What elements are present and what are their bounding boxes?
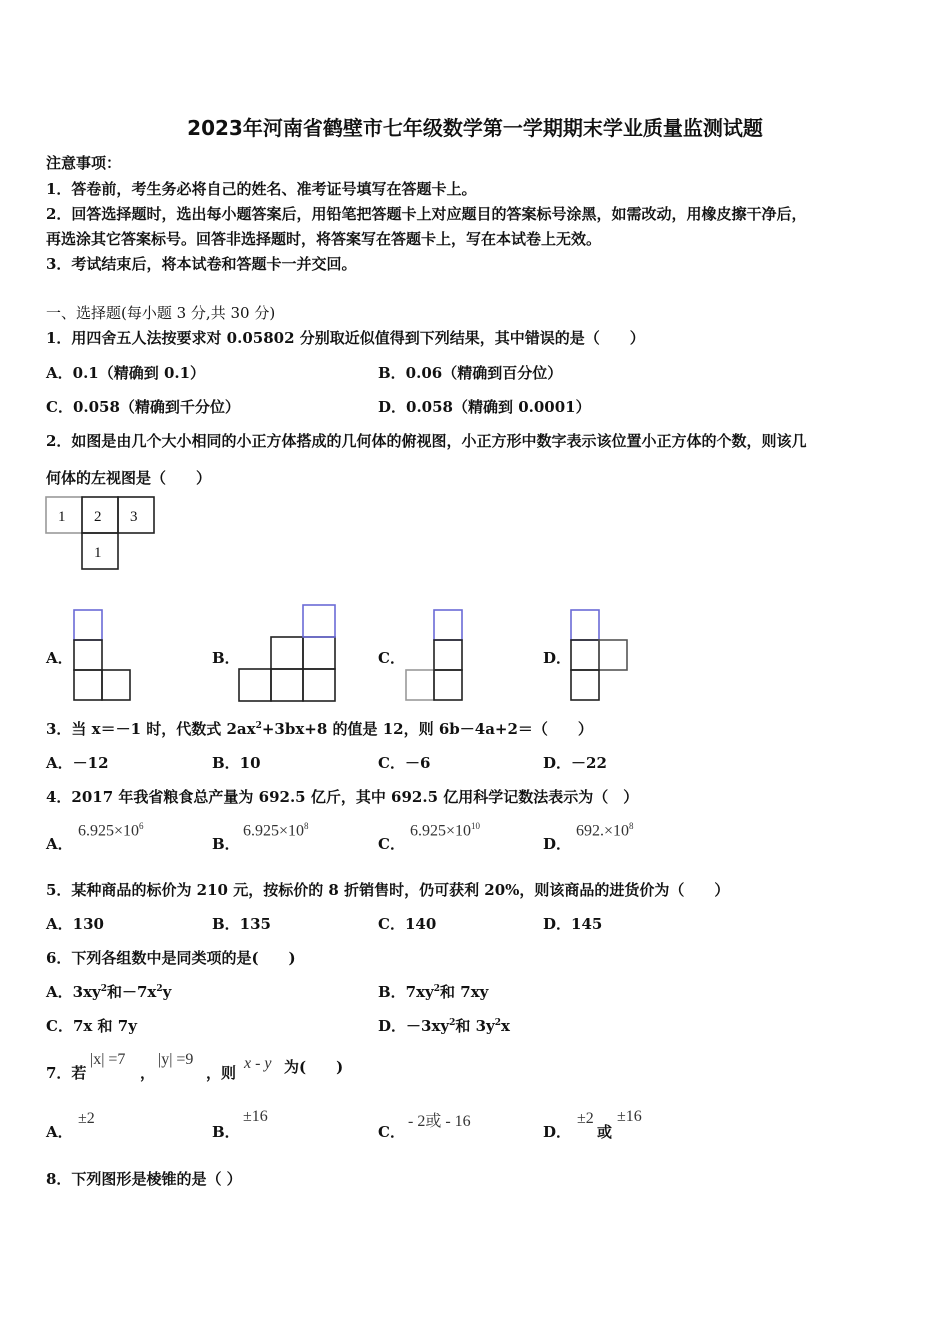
- q2-option-a-figure: [74, 610, 134, 702]
- q3-stem-post: +3bx+8 的值是 12，则 6b－4a+2＝（ ）: [261, 720, 593, 738]
- q3-option-a: A．－12: [46, 754, 109, 772]
- q4-a-exp: 6: [139, 821, 144, 831]
- q7-option-d-value1: ±2: [577, 1110, 594, 1127]
- q7-option-b-label: B．: [212, 1123, 240, 1141]
- q2-option-d-label: D．: [543, 649, 572, 667]
- q3-option-b: B．10: [212, 754, 261, 772]
- q6-d-mid: 和 3y: [455, 1017, 495, 1035]
- q2-top-view-grid: [46, 497, 156, 573]
- section-heading: 一、选择题(每小题 3 分,共 30 分): [46, 304, 276, 322]
- q6-d-sup2: 2: [494, 1018, 502, 1028]
- q7-expression: x - y: [244, 1055, 272, 1072]
- q4-stem: 4．2017 年我省粮食总产量为 692.5 亿斤，其中 692.5 亿用科学记数法表示为（ ）: [46, 788, 639, 806]
- grid-cell-4: 1: [94, 545, 102, 561]
- q7-abs-x: |x| =7: [90, 1051, 126, 1068]
- q1-option-a: A．0.1（精确到 0.1）: [46, 364, 206, 382]
- q7-option-d-or: 或: [597, 1123, 613, 1141]
- q6-option-b: [378, 981, 488, 1002]
- q3-option-d: D．－22: [543, 754, 607, 772]
- q7-tail: 为( ): [284, 1058, 344, 1076]
- q7-option-d-value2: ±16: [617, 1108, 642, 1125]
- q7-comma: ，: [140, 1064, 156, 1082]
- q4-option-d-label: D．: [543, 835, 572, 853]
- q2-option-b-label: B．: [212, 649, 240, 667]
- q3-stem-pre: 3．当 x＝－1 时，代数式 2ax: [46, 720, 256, 738]
- q5-option-a: A．130: [46, 915, 104, 933]
- notice-item-2: 2．回答选择题时，选出每小题答案后，用铅笔把答题卡上对应题目的答案标号涂黑，如需改动，用橡皮擦干净后，: [46, 205, 807, 223]
- q4-option-b-label: B．: [212, 835, 240, 853]
- q6-option-c: C．7x 和 7y: [46, 1017, 137, 1035]
- q6-a-post: y: [162, 983, 172, 1001]
- q6-option-a: [46, 981, 171, 1002]
- notice-heading: 注意事项：: [46, 154, 122, 172]
- q4-option-d-value: [576, 821, 634, 840]
- q6-a-sup1: 2: [100, 984, 107, 994]
- q4-d-exp: 8: [629, 821, 634, 831]
- q2-option-c-label: C．: [378, 649, 405, 667]
- q6-b-sup1: 2: [433, 984, 441, 994]
- q2-option-c-figure: [406, 610, 464, 702]
- notice-item-3: 3．考试结束后，将本试卷和答题卡一并交回。: [46, 255, 357, 273]
- q6-b-pre: B．7xy: [378, 983, 434, 1001]
- q4-b-base: 6.925×10: [243, 822, 305, 840]
- q2-option-a-label: A．: [46, 649, 73, 667]
- q7-option-a-value: ±2: [78, 1110, 95, 1127]
- q2-option-b-figure: [239, 605, 335, 701]
- q6-d-sup1: 2: [449, 1018, 456, 1028]
- q7-option-d-label: D．: [543, 1123, 572, 1141]
- q5-option-b: B．135: [212, 915, 271, 933]
- q5-stem: 5．某种商品的标价为 210 元，按标价的 8 折销售时，仍可获利 20%，则该商品的进货价为（ ）: [46, 881, 730, 899]
- notice-item-1: 1．答卷前，考生务必将自己的姓名、准考证号填写在答题卡上。: [46, 180, 477, 198]
- page-title: 2023年河南省鹤壁市七年级数学第一学期期末学业质量监测试题: [187, 116, 763, 140]
- q6-a-mid: 和－7x: [107, 983, 157, 1001]
- q3-stem-sup: 2: [255, 721, 262, 731]
- q2-stem-line1: 2．如图是由几个大小相同的小正方体搭成的几何体的俯视图，小正方形中数字表示该位置小正方体的个数，则该几: [46, 432, 807, 450]
- q7-option-b-value: ±16: [243, 1108, 268, 1125]
- q5-option-c: C．140: [378, 915, 437, 933]
- q1-stem: 1．用四舍五人法按要求对 0.05802 分别取近似值得到下列结果，其中错误的是（ ）: [46, 329, 645, 347]
- q6-stem: 6．下列各组数中是同类项的是( ): [46, 949, 296, 967]
- q7-option-a-label: A．: [46, 1123, 73, 1141]
- notice-item-2-cont: 再选涂其它答案标号。回答非选择题时，将答案写在答题卡上，写在本试卷上无效。: [46, 230, 602, 248]
- q7-abs-y: |y| =9: [158, 1051, 194, 1068]
- q4-option-b-value: [243, 821, 309, 840]
- q1-option-d: D．0.058（精确到 0.0001）: [378, 398, 591, 416]
- q6-a-sup2: 2: [156, 984, 163, 994]
- q4-c-exp: 10: [471, 821, 481, 831]
- q1-option-c: C．0.058（精确到千分位）: [46, 398, 240, 416]
- q4-option-a-label: A．: [46, 835, 73, 853]
- grid-cell-1: 1: [58, 509, 66, 525]
- q6-d-post: x: [501, 1017, 510, 1035]
- q4-c-base: 6.925×10: [410, 822, 472, 840]
- q2-stem-line2: 何体的左视图是（ ）: [46, 469, 212, 487]
- q8-stem: 8．下列图形是棱锥的是（ ）: [46, 1170, 242, 1188]
- q1-option-b: B．0.06（精确到百分位）: [378, 364, 563, 382]
- q7-lead: 7．若: [46, 1064, 87, 1082]
- q2-option-d-figure: [571, 610, 631, 702]
- q4-b-exp: 8: [304, 821, 309, 831]
- q4-d-base: 692.×10: [576, 822, 630, 840]
- q6-a-pre: A．3xy: [46, 983, 101, 1001]
- q6-d-pre: D．－3xy: [378, 1017, 450, 1035]
- q3-stem: [46, 718, 593, 739]
- grid-cell-3: 3: [130, 509, 138, 525]
- q7-option-c-value: - 2或 - 16: [408, 1113, 471, 1130]
- grid-cell-2: 2: [94, 509, 102, 525]
- q3-option-c: C．－6: [378, 754, 431, 772]
- q7-then: ，则: [206, 1064, 237, 1082]
- q6-b-post: 和 7xy: [440, 983, 489, 1001]
- q7-option-c-label: C．: [378, 1123, 405, 1141]
- q4-option-a-value: [78, 821, 144, 840]
- q4-option-c-value: [410, 821, 480, 840]
- q6-option-d: [378, 1015, 510, 1036]
- q4-option-c-label: C．: [378, 835, 405, 853]
- q4-a-base: 6.925×10: [78, 822, 140, 840]
- q5-option-d: D．145: [543, 915, 603, 933]
